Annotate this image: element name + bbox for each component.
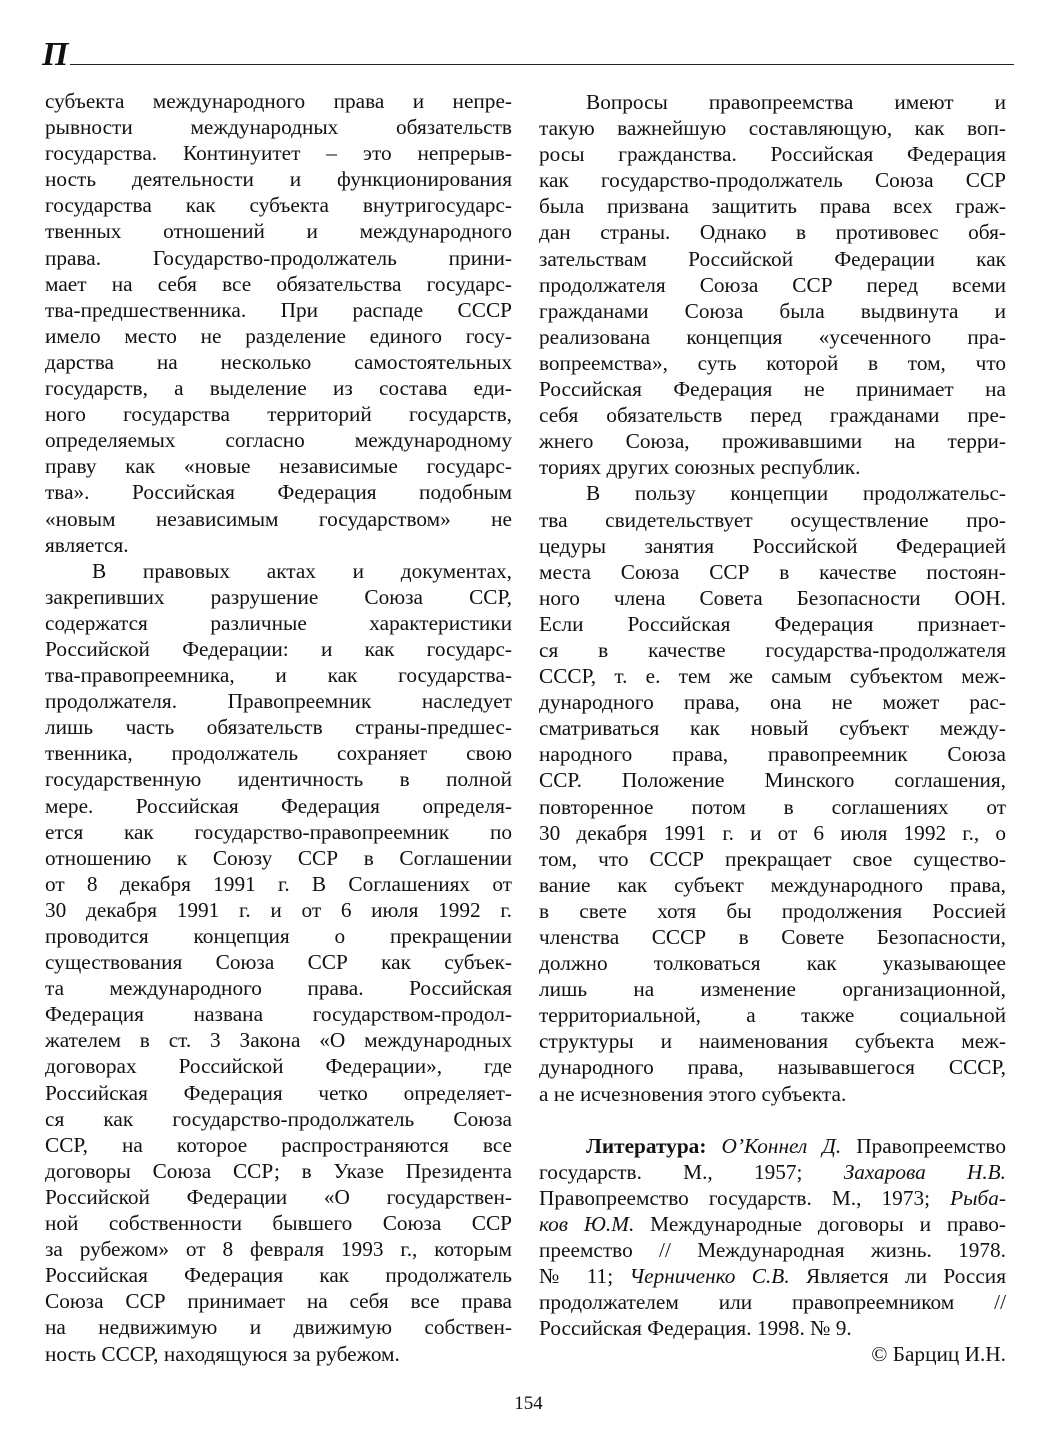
literature-line	[539, 1315, 1006, 1341]
text-line: мает на себя все обязательства государс-	[45, 271, 512, 296]
citation-text: Правопреемство государств. М., 1973;	[539, 1185, 951, 1210]
text-line: Российская Федерация как продолжатель	[45, 1263, 512, 1288]
text-line: ССР, на которое распространяются все	[45, 1132, 512, 1157]
text-line: субъекта международного права и непре-	[45, 89, 512, 113]
text-line: дународного права, она не может рас-	[539, 690, 1006, 715]
text-line: твенных отношений и международного	[45, 219, 512, 244]
citation-author: ков Ю.М.	[539, 1211, 635, 1236]
literature-line	[539, 1263, 1006, 1289]
text-line: жнего Союза, проживавшими на терри-	[539, 429, 1006, 454]
text-line: Российская Федерация не принимает на	[539, 377, 1006, 402]
text-line: в свете хотя бы продолжения Россией	[539, 898, 1006, 923]
paragraph	[45, 558, 512, 1367]
text-line: Вопросы правопреемства имеют и	[586, 90, 1006, 114]
text-line: 30 декабря 1991 г. и от 6 июля 1992 г.	[45, 897, 512, 922]
text-line: определяемых согласно международному	[45, 428, 512, 453]
text-line: Если Российская Федерация признает-	[539, 611, 1006, 636]
text-line: лишь на изменение организационной,	[539, 977, 1006, 1002]
text-line: 30 декабря 1991 г. и от 6 июля 1992 г., о	[539, 820, 1006, 845]
citation-author: Черниченко С.В.	[629, 1264, 790, 1289]
text-line: проводится концепция о прекращении	[45, 924, 512, 948]
text-line: закрепивших разрушение Союза ССР,	[45, 584, 512, 609]
text-line: себя обязательств перед гражданами пре-	[539, 403, 1006, 428]
text-line: за рубежом» от 8 февраля 1993 г., которым	[45, 1237, 512, 1262]
paragraph	[539, 89, 1006, 480]
text-line: места Союза ССР в качестве постоян-	[539, 559, 1006, 584]
text-line: ного государства территорий государств,	[45, 402, 512, 427]
citation-text: Является ли Россия	[789, 1264, 1006, 1289]
text-line: тва». Российская Федерация подобным	[45, 480, 512, 505]
text-line: тва-предшественника. При распаде СССР	[45, 297, 512, 322]
text-line: имело место не разделение единого госу-	[45, 323, 512, 348]
text-line: повторенное потом в соглашениях от	[539, 794, 1006, 819]
text-line: государства. Континуитет – это непрерыв-	[45, 141, 512, 166]
text-line: ся как государство-продолжатель Союза	[45, 1106, 512, 1131]
text-line: Федерация названа государством-продол-	[45, 1002, 512, 1027]
right-column	[539, 89, 1006, 1368]
citation-text: № 11;	[539, 1264, 630, 1289]
text-line: дан страны. Однако в противовес обя-	[539, 220, 1006, 245]
citation-text: Международные договоры и право-	[634, 1211, 1007, 1236]
text-line: народного права, правопреемник Союза	[539, 742, 1006, 767]
text-line: содержатся различные характеристики	[45, 610, 512, 635]
text-line: вание как субъект международного права,	[539, 872, 1006, 897]
citation-text: государств. М., 1957;	[539, 1159, 844, 1184]
literature-line	[539, 1133, 1006, 1159]
text-line: та международного права. Российская	[45, 976, 512, 1001]
text-line: отношению к Союзу ССР в Соглашении	[45, 845, 512, 870]
text-line: ной собственности бывшего Союза ССР	[45, 1211, 512, 1236]
text-line: является.	[45, 532, 129, 557]
author-signature: © Барциц И.Н.	[871, 1342, 1006, 1367]
text-line: от 8 декабря 1991 г. В Соглашениях от	[45, 871, 512, 896]
text-line: дународного права, называвшегося СССР,	[539, 1055, 1006, 1080]
text-line: ется как государство-правопреемник по	[45, 819, 512, 844]
header-rule	[70, 64, 1014, 65]
text-line: мере. Российская Федерация определя-	[45, 793, 512, 818]
literature-section	[539, 1133, 1006, 1368]
text-line: СССР, т. е. тем же самым субъектом меж-	[539, 664, 1006, 689]
literature-line	[539, 1237, 1006, 1263]
text-line: лишь часть обязательств страны-предшес-	[45, 715, 512, 740]
text-line: твенника, продолжатель сохраняет свою	[45, 741, 512, 766]
literature-label: Литература:	[586, 1133, 707, 1158]
text-line: а не исчезновения этого субъекта.	[539, 1081, 847, 1106]
text-line: том, что СССР прекращает свое существо-	[539, 846, 1006, 871]
text-line: тва свидетельствует осуществление про-	[539, 507, 1006, 532]
text-line: Союза ССР принимает на себя все права	[45, 1289, 512, 1314]
text-line: В пользу концепции продолжательс-	[586, 481, 1006, 506]
paragraph	[45, 88, 512, 558]
text-line: «новым независимым государством» не	[45, 506, 512, 531]
text-line: ность СССР, находящуюся за рубежом.	[45, 1341, 400, 1366]
text-line: реализована концепция «усеченного пра-	[539, 324, 1006, 349]
text-line: праву как «новые независимые государс-	[45, 454, 512, 479]
citation-text: продолжателем или правопреемником //	[539, 1290, 1006, 1315]
text-line: договоры Союза ССР; в Указе Президента	[45, 1158, 512, 1183]
text-line: Российская Федерация четко определяет-	[45, 1080, 512, 1105]
text-line: на недвижимую и движимую собствен-	[45, 1315, 512, 1340]
literature-line	[539, 1185, 1006, 1211]
text-line: ного члена Совета Безопасности ООН.	[539, 585, 1006, 610]
citation-author: Рыба-	[950, 1185, 1006, 1210]
left-column	[45, 88, 512, 1367]
citation-text: Российская Федерация. 1998. № 9.	[539, 1316, 852, 1341]
text-line: Российской Федерации: и как государс-	[45, 636, 512, 661]
text-line: зательствам Российской Федерации как	[539, 246, 1006, 271]
text-line: цедуры занятия Российской Федерацией	[539, 533, 1006, 558]
text-line: была призвана защитить права всех граж-	[539, 194, 1006, 219]
citation-text: преемство // Международная жизнь. 1978.	[539, 1238, 1006, 1263]
text-line: должно толковаться как указывающее	[539, 951, 1006, 976]
text-line: сматриваться как новый субъект между-	[539, 716, 1006, 741]
text-line: территориальной, а также социальной	[539, 1003, 1006, 1028]
text-line: гражданами Союза была выдвинута и	[539, 298, 1006, 323]
text-line: как государство-продолжатель Союза ССР	[539, 168, 1006, 193]
text-line: вопреемства», суть которой в том, что	[539, 350, 1006, 375]
literature-line	[539, 1211, 1006, 1237]
text-line: существования Союза ССР как субъек-	[45, 950, 512, 975]
text-line: структуры и наименования субъекта меж-	[539, 1029, 1006, 1054]
text-line: тва-правопреемника, и как государства-	[45, 663, 512, 688]
paragraph	[539, 480, 1006, 1106]
text-line: рывности международных обязательств	[45, 115, 512, 140]
citation-author: О’Коннел Д.	[721, 1133, 842, 1158]
text-line: ся в качестве государства-продолжателя	[539, 637, 1006, 662]
text-line: права. Государство-продолжатель прини-	[45, 245, 512, 270]
text-line: продолжателя. Правопреемник наследует	[45, 689, 512, 714]
text-line: государств, а выделение из состава еди-	[45, 376, 512, 401]
text-line: такую важнейшую составляющую, как воп-	[539, 116, 1006, 141]
text-line: жателем в ст. 3 Закона «О международных	[45, 1028, 512, 1053]
page-number: 154	[514, 1393, 543, 1414]
citation-text: Правопреемство	[841, 1133, 1006, 1158]
text-line: дарства на несколько самостоятельных	[45, 349, 512, 374]
text-line: Российской Федерации «О государствен-	[45, 1184, 512, 1209]
text-line: росы гражданства. Российская Федерация	[539, 142, 1006, 167]
text-line: государства как субъекта внутригосударс-	[45, 193, 512, 218]
text-line: ность деятельности и функционирования	[45, 167, 512, 192]
citation-author: Захарова Н.В.	[843, 1159, 1006, 1184]
text-line: В правовых актах и документах,	[92, 558, 512, 583]
section-header-letter: П	[42, 36, 69, 73]
literature-line	[539, 1159, 1006, 1185]
text-line: ториях других союзных республик.	[539, 455, 861, 480]
text-line: продолжателя Союза ССР перед всеми	[539, 272, 1006, 297]
text-line: ССР. Положение Минского соглашения,	[539, 768, 1006, 793]
text-line: государственную идентичность в полной	[45, 767, 512, 792]
text-line: договорах Российской Федерации», где	[45, 1054, 512, 1079]
literature-line	[539, 1289, 1006, 1315]
text-line: членства СССР в Совете Безопасности,	[539, 925, 1006, 949]
